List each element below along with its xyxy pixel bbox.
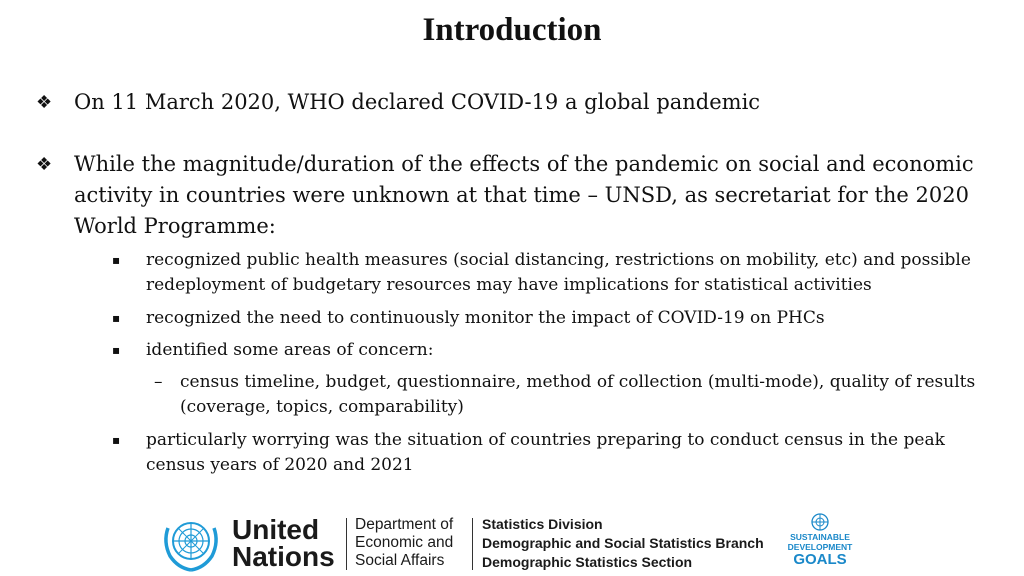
square-bullet-icon: ▪ bbox=[112, 343, 121, 357]
footer bbox=[0, 510, 1024, 576]
subbullet-text: identified some areas of concern: bbox=[146, 340, 434, 360]
subbullet-text: census timeline, budget, questionnaire, method of collection (multi-mode), quality of results (coverage, topics, comparability) bbox=[180, 372, 976, 417]
desa-logo-text: Department of Economic and Social Affairs bbox=[355, 516, 454, 569]
subbullet-text: recognized public health measures (social distancing, restrictions on mobility, etc) and possible redeployment of budgetary resources may have implications for statistical activities bbox=[146, 250, 971, 295]
diamond-bullet-icon: ❖ bbox=[36, 92, 53, 113]
bullet-text: On 11 March 2020, WHO declared COVID-19 a global pandemic bbox=[74, 90, 761, 114]
diamond-bullet-icon: ❖ bbox=[36, 154, 53, 175]
subbullet-text: particularly worrying was the situation of countries preparing to conduct census in the peak census years of 2020 and 2021 bbox=[146, 430, 945, 475]
sdg-logo: SUSTAINABLE DEVELOPMENT GOALS bbox=[782, 512, 858, 568]
square-bullet-icon: ▪ bbox=[112, 433, 121, 447]
divider bbox=[346, 518, 347, 570]
bullet-text: While the magnitude/duration of the effects of the pandemic on social and economic activity in countries were unknown at that time – UNSD, as secretariat for the 2020 World Programme: bbox=[74, 152, 974, 238]
division-text: Statistics Division Demographic and Social Statistics Branch Demographic Statistics Section bbox=[482, 516, 764, 570]
un-emblem-small-icon bbox=[810, 512, 830, 532]
un-logo-text: United Nations bbox=[232, 514, 335, 572]
divider bbox=[472, 518, 473, 570]
square-bullet-icon: ▪ bbox=[112, 311, 121, 325]
un-emblem-icon bbox=[160, 512, 222, 574]
page-title: Introduction bbox=[422, 12, 602, 48]
square-bullet-icon: ▪ bbox=[112, 253, 121, 267]
dash-bullet-icon: – bbox=[154, 372, 163, 392]
subbullet-text: recognized the need to continuously monitor the impact of COVID-19 on PHCs bbox=[146, 308, 825, 328]
